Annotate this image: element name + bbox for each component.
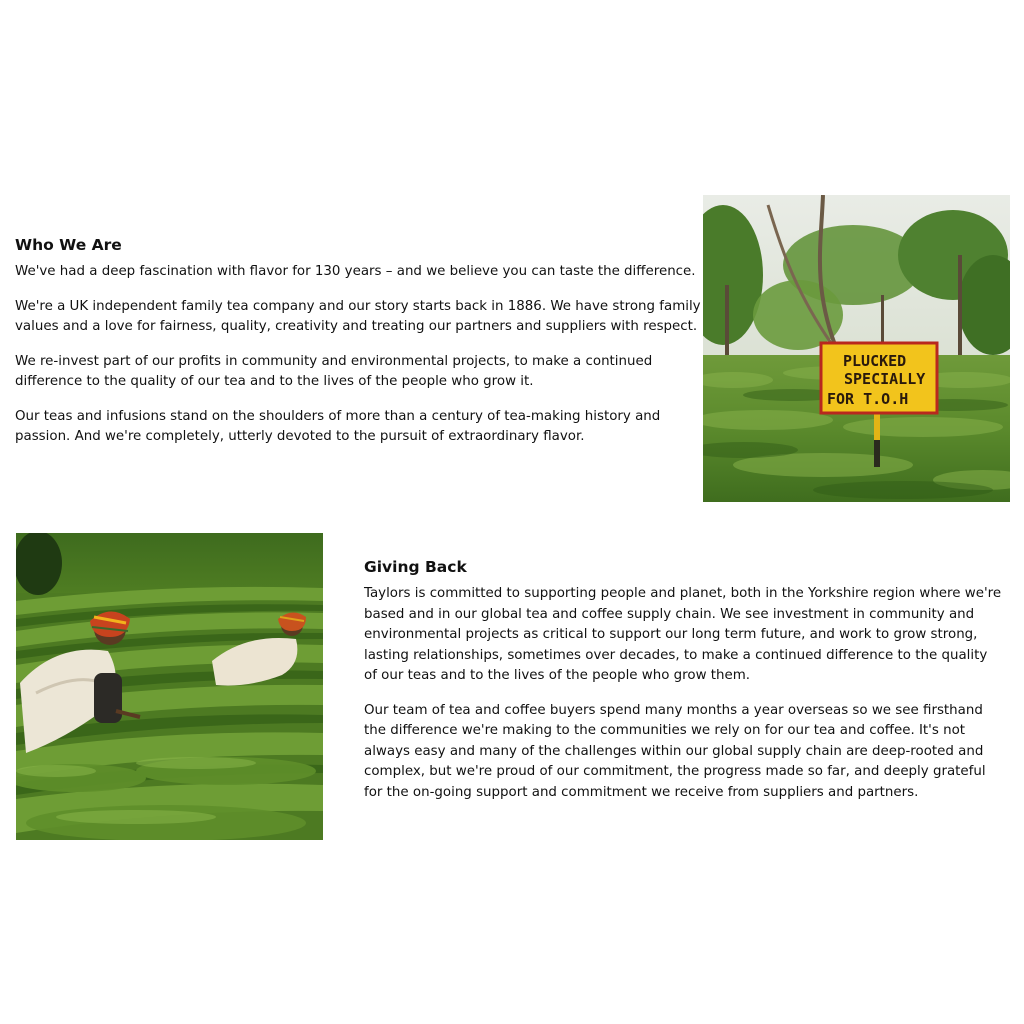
who-we-are-paragraph-1: We've had a deep fascination with flavor for 130 years – and we believe you can taste the difference. — [15, 264, 696, 279]
tea-pickers-photo — [16, 533, 323, 840]
who-we-are-heading: Who We Are — [15, 236, 122, 254]
giving-back-section — [364, 556, 1004, 817]
sign-text-line-3: FOR T.O.H — [827, 390, 909, 408]
tea-pickers-illustration — [16, 533, 323, 840]
giving-back-heading: Giving Back — [364, 558, 467, 576]
who-we-are-paragraph-4: Our teas and infusions stand on the shoulders of more than a century of tea-making history and passion. And we're completely, utterly devoted to the pursuit of extraordinary flavor. — [15, 408, 661, 444]
who-we-are-section — [15, 234, 715, 462]
tea-field-sign-illustration — [703, 195, 1010, 502]
tea-field-sign-photo — [703, 195, 1010, 502]
who-we-are-paragraph-3: We re-invest part of our profits in community and environmental projects, to make a continued difference to the quality of our tea and to the lives of the people who grow it. — [15, 353, 653, 389]
who-we-are-paragraph-2: We're a UK independent family tea company and our story starts back in 1886. We have strong family values and a love for fairness, quality, creativity and treating our partners and suppliers with respect. — [15, 298, 701, 334]
sign-text-line-2: SPECIALLY — [844, 370, 926, 388]
giving-back-paragraph-2: Our team of tea and coffee buyers spend many months a year overseas so we see firsthand the difference we're making to the communities we rely on for our tea and coffee. It's not always easy and many of the challenges within our global supply chain are deep-rooted and complex, but we're proud of our commitment, the progress made so far, and deeply grateful for the on-going support and commitment we receive from suppliers and partners. — [364, 702, 986, 800]
sign-text-line-1: PLUCKED — [843, 352, 907, 370]
giving-back-paragraph-1: Taylors is committed to supporting people and planet, both in the Yorkshire region where we're based and in our global tea and coffee supply chain. We see investment in community and environmental projects as critical to support our long term future, and work to grow strong, lasting relationships, sometimes over decades, to make a continued difference to the quality of our teas and to the lives of the people who grow them. — [364, 586, 1002, 683]
